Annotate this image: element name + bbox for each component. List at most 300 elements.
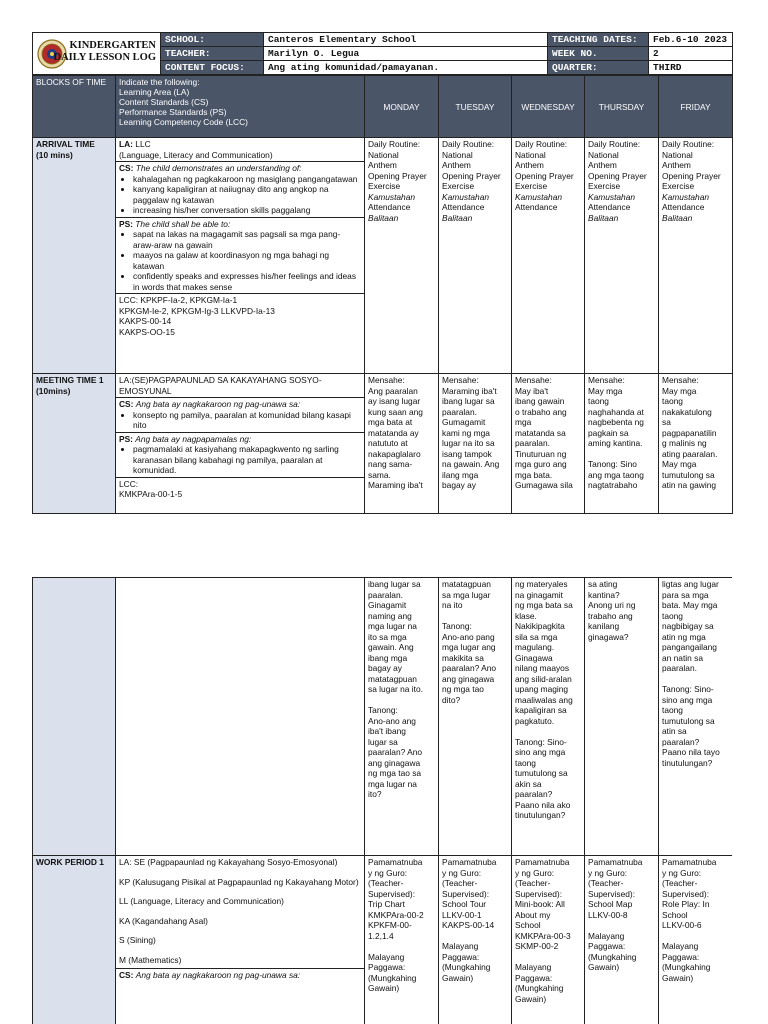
cs-intro: Ang bata ay nagkakaroon ng pag-unawa sa: bbox=[135, 970, 301, 980]
cell-line: kapaligiran sa bbox=[515, 705, 567, 715]
header-table bbox=[32, 32, 733, 75]
routine-line: Opening Prayer bbox=[368, 170, 427, 181]
routine-line: National bbox=[588, 149, 619, 160]
cell-line: nang sama- bbox=[368, 459, 413, 469]
cell-line: May iba't bbox=[515, 385, 549, 396]
cell-line: naming ang bbox=[368, 610, 412, 621]
cell-line: paaralan? bbox=[662, 736, 700, 747]
cell-line: sila sa mga bbox=[515, 631, 558, 642]
arrival-time-row bbox=[33, 138, 733, 374]
cell-line: Paggawa: bbox=[442, 951, 480, 962]
cell-line: ating paaralan. bbox=[662, 448, 718, 459]
routine-line: Balitaan bbox=[662, 212, 693, 223]
list-item: • confidently speaks and expresses his/her feelings and ideas in words that makes sense bbox=[133, 271, 361, 292]
cell-line: Ano-ano ang bbox=[368, 715, 416, 726]
cell-line: tumutulong sa bbox=[515, 768, 568, 778]
cont-friday bbox=[659, 578, 733, 856]
routine-line: Daily Routine: bbox=[662, 139, 715, 149]
routine-line: National bbox=[368, 149, 399, 160]
cell-line: taong bbox=[588, 396, 609, 406]
cell-line: Trip Chart bbox=[368, 899, 405, 909]
learning-area bbox=[116, 138, 364, 162]
cell-line: nagtatrabaho bbox=[588, 480, 638, 490]
cell-line: kung saan ang bbox=[368, 406, 423, 417]
cell-line: (Teacher- bbox=[662, 878, 698, 888]
cell-line: sa mga lugar bbox=[442, 589, 491, 600]
cell-line bbox=[662, 931, 729, 942]
cell-line: LLKV-00-6 bbox=[662, 920, 702, 930]
la-line: EMOSYUNAL bbox=[119, 385, 172, 396]
content-standards bbox=[116, 968, 364, 982]
cell-line: ligtas ang lugar bbox=[662, 579, 719, 589]
cell-line: Mensahe: bbox=[662, 375, 699, 385]
arrival-standards bbox=[116, 138, 365, 374]
quarter-value: THIRD bbox=[649, 61, 733, 75]
indicate-line: Performance Standards (PS) bbox=[119, 107, 227, 117]
tuesday-header: TUESDAY bbox=[439, 76, 512, 138]
cell-line: upang maging bbox=[515, 684, 569, 694]
routine-line: Anthem bbox=[588, 160, 617, 170]
cell-line: kami ng mga bbox=[442, 427, 490, 438]
cell-line: taong bbox=[662, 610, 683, 621]
routine-line: Balitaan bbox=[588, 212, 619, 223]
cell-line: SKMP-00-2 bbox=[515, 941, 559, 951]
cell-line: mga bata at bbox=[368, 417, 413, 427]
cell-line: matatagpuan bbox=[368, 673, 417, 684]
cell-line: nakakatulong bbox=[662, 406, 712, 417]
cell-line: y ng Guro: bbox=[662, 867, 702, 878]
cell-line: iba't ibang bbox=[368, 726, 406, 736]
lesson-grid-page-2 bbox=[32, 577, 732, 1024]
routine-line: Daily Routine: bbox=[368, 139, 421, 149]
arrival-tuesday bbox=[439, 138, 512, 374]
cell-line: mga bbox=[515, 417, 532, 427]
cell-line: na ito bbox=[442, 600, 463, 610]
friday-header: FRIDAY bbox=[659, 76, 733, 138]
area-line: M (Mathematics) bbox=[119, 954, 182, 965]
cell-line: Tanong: Sino- bbox=[662, 684, 714, 694]
cell-line: y ng Guro: bbox=[368, 867, 408, 878]
cell-line: ng mga tao bbox=[442, 684, 484, 694]
empty-block-cell bbox=[33, 578, 116, 856]
routine-line: Exercise bbox=[662, 181, 695, 191]
cell-line bbox=[368, 695, 435, 706]
cell-line: Mensahe: bbox=[442, 375, 479, 385]
teaching-dates-label: TEACHING DATES: bbox=[548, 33, 649, 47]
cell-line: mga guro ang bbox=[515, 459, 567, 469]
cell-line bbox=[588, 449, 655, 460]
cell-line: ang ginagawa bbox=[442, 673, 495, 684]
list-item: • konsepto ng pamilya, paaralan at komunidad bilang kasapi nito bbox=[133, 410, 361, 431]
teaching-dates-value: Feb.6-10 2023 bbox=[649, 33, 733, 47]
cell-line: Gawain) bbox=[368, 983, 400, 993]
list-item: • pagmamalaki at kasiyahang makapagkwento ng sarling karanasan bilang kabahagi ng pamilya, paaralan at komunidad. bbox=[133, 444, 361, 476]
routine-line: Opening Prayer bbox=[515, 170, 574, 181]
cell-line: bagay ay bbox=[442, 480, 476, 490]
cell-line: ng materyales bbox=[515, 579, 568, 589]
cell-line: Pamamatnuba bbox=[588, 857, 643, 867]
cell-line: Role Play: In bbox=[662, 899, 710, 909]
cell-line: y ng Guro: bbox=[588, 867, 628, 878]
cell-line: mga bata. bbox=[515, 469, 553, 480]
competency-codes bbox=[116, 294, 364, 338]
cell-line: Supervised): bbox=[515, 888, 563, 899]
routine-line: Exercise bbox=[442, 181, 475, 191]
cell-line: Tanong: Sino- bbox=[515, 736, 567, 747]
indicate-line: Learning Area (LA) bbox=[119, 87, 190, 97]
cell-line: matatagpuan bbox=[442, 579, 491, 589]
cell-line: pangangailang bbox=[662, 642, 717, 652]
cs-label: CS: bbox=[119, 970, 134, 980]
cell-line: o trabaho ang bbox=[515, 406, 567, 417]
cell-line: maaliwalas ang bbox=[515, 694, 573, 705]
la-label: LA: bbox=[119, 139, 133, 149]
cell-line: nagbebenta ng bbox=[588, 417, 644, 427]
cell-line: matatanda ay bbox=[368, 427, 419, 438]
meeting-time-row bbox=[33, 374, 733, 514]
cell-line bbox=[662, 674, 729, 685]
competency-codes bbox=[116, 478, 364, 501]
cell-line: tinutulungan? bbox=[662, 757, 713, 768]
routine-line: Attendance bbox=[588, 202, 631, 212]
cell-line: mga lugar na bbox=[368, 778, 417, 789]
cell-line: Pamamatnuba bbox=[515, 857, 570, 867]
arrival-wednesday bbox=[512, 138, 585, 374]
cell-line: isang tampok bbox=[442, 448, 492, 459]
cell-line: Tanong: Sino bbox=[588, 459, 637, 469]
area-line: S (Sining) bbox=[119, 935, 156, 945]
cell-line: ilang mga bbox=[442, 469, 479, 480]
cell-line: taong bbox=[515, 757, 536, 768]
content-focus-value: Ang ating komunidad/pamayanan. bbox=[264, 61, 548, 75]
meeting-monday bbox=[365, 374, 439, 514]
cell-line: School bbox=[662, 909, 688, 920]
la-full: (Language, Literacy and Communication) bbox=[119, 149, 273, 160]
thursday-header: THURSDAY bbox=[585, 76, 659, 138]
cell-line: bata. May mga bbox=[662, 600, 718, 610]
arrival-time-label bbox=[33, 138, 116, 374]
cell-line: Paggawa: bbox=[662, 951, 700, 962]
lcc-line: KAKPS-00-14 bbox=[119, 316, 172, 326]
cell-line: School Map bbox=[588, 899, 633, 909]
cell-line: Supervised): bbox=[442, 888, 490, 899]
cont-tuesday bbox=[439, 578, 512, 856]
indicate-line: Learning Competency Code (LCC) bbox=[119, 117, 248, 127]
cell-line: Ano-ano pang bbox=[442, 631, 495, 642]
cell-line: Malayang bbox=[662, 941, 699, 951]
lcc-line: KPKGM-Ie-2, KPKGM-Ig-3 LLKVPD-Ia-13 bbox=[119, 305, 275, 316]
cell-line: ng mga bata sa bbox=[515, 600, 573, 610]
cell-line bbox=[442, 931, 508, 942]
cell-line: pagkain sa bbox=[588, 427, 629, 438]
cell-line: pagpapanatilin bbox=[662, 427, 717, 438]
cell-line: aming kantina. bbox=[588, 438, 643, 448]
block-duration: (10mins) bbox=[36, 385, 71, 396]
meeting-tuesday bbox=[439, 374, 512, 514]
content-standards bbox=[116, 398, 364, 433]
cell-line: ito? bbox=[368, 789, 382, 799]
cell-line: dito? bbox=[442, 694, 461, 705]
cell-line: kanilang bbox=[588, 621, 620, 631]
cell-line: Mensahe: bbox=[368, 375, 405, 385]
block-name: MEETING TIME 1 bbox=[36, 375, 104, 385]
cell-line: Gawain) bbox=[515, 993, 547, 1004]
cell-line: Tinuturuan ng bbox=[515, 448, 567, 459]
ps-label: PS: bbox=[119, 433, 133, 444]
cell-line: School Tour bbox=[442, 899, 487, 909]
quarter-label: QUARTER: bbox=[548, 61, 649, 75]
cell-line: trabaho ang bbox=[588, 610, 633, 621]
cell-line: tumutulong sa bbox=[662, 715, 715, 726]
indicate-header bbox=[116, 76, 365, 138]
work-period-label: WORK PERIOD 1 bbox=[33, 856, 116, 1024]
work-period-row bbox=[33, 856, 733, 1024]
cell-line: Malayang bbox=[515, 962, 552, 972]
cell-line: pagkatuto. bbox=[515, 715, 555, 726]
work-tuesday bbox=[439, 856, 512, 1024]
routine-line: Exercise bbox=[368, 181, 401, 191]
cell-line: (Teacher- bbox=[368, 878, 404, 888]
cs-label: CS: bbox=[119, 399, 134, 409]
cell-line: taong bbox=[662, 396, 683, 406]
teacher-label: TEACHER: bbox=[161, 47, 264, 61]
area-line: KA (Kagandahang Asal) bbox=[119, 915, 208, 926]
list-item: • kanyang kapaligiran at naiiugnay dito ang angkop na paggalaw ng katawan bbox=[133, 184, 361, 205]
monday-header: MONDAY bbox=[365, 76, 439, 138]
cell-line: akin sa bbox=[515, 778, 542, 789]
lcc-line: LCC: KPKPF-Ia-2, KPKGM-Ia-1 bbox=[119, 295, 238, 305]
arrival-friday bbox=[659, 138, 733, 374]
teacher-value: Marilyn O. Legua bbox=[264, 47, 548, 61]
cell-line: (Teacher- bbox=[588, 878, 624, 888]
cell-line: atin sa bbox=[662, 726, 687, 736]
meeting-standards bbox=[116, 374, 365, 514]
cell-line: an natin sa bbox=[662, 652, 703, 663]
learning-areas bbox=[116, 856, 364, 968]
indicate-line: Indicate the following: bbox=[119, 77, 200, 87]
week-value: 2 bbox=[649, 47, 733, 61]
cell-line: lugar na ito sa bbox=[442, 438, 495, 448]
cell-line: g malinis ng bbox=[662, 438, 707, 448]
cell-line: paaralan? Ano bbox=[442, 663, 497, 673]
cell-line: About my bbox=[515, 909, 551, 920]
cont-wednesday bbox=[512, 578, 585, 856]
routine-line: Opening Prayer bbox=[442, 170, 501, 181]
cell-line: ang ginagawa bbox=[368, 757, 421, 768]
routine-line: Attendance bbox=[515, 202, 558, 212]
routine-line: Anthem bbox=[662, 160, 691, 170]
cont-thursday bbox=[585, 578, 659, 856]
routine-line: Kamustahan bbox=[588, 191, 636, 202]
cell-line: Supervised): bbox=[588, 888, 636, 899]
meeting-continued-row bbox=[33, 578, 733, 856]
cell-line: Pamamatnuba bbox=[442, 857, 497, 867]
block-duration: (10 mins) bbox=[36, 149, 73, 160]
meeting-thursday bbox=[585, 374, 659, 514]
cell-line bbox=[515, 726, 581, 737]
cell-line: Gumagamit bbox=[442, 417, 486, 427]
cell-line: ibang lugar sa bbox=[442, 396, 495, 406]
cell-line: Mensahe: bbox=[515, 375, 552, 385]
routine-line: Anthem bbox=[515, 160, 544, 170]
cell-line: KAKPS-00-14 bbox=[442, 920, 495, 930]
cell-line: sama. bbox=[368, 469, 391, 480]
brand-cell bbox=[33, 33, 161, 75]
meeting-wednesday bbox=[512, 374, 585, 514]
cell-line: bagay ay bbox=[368, 663, 402, 673]
cell-line: y ng Guro: bbox=[515, 867, 555, 878]
cell-line: Supervised): bbox=[368, 888, 416, 899]
cs-intro: The child demonstrates an understanding of: bbox=[135, 163, 302, 173]
cell-line: Tanong: bbox=[368, 705, 398, 715]
cell-line: naghahanda at bbox=[588, 406, 644, 417]
cell-line: KPKFM-00- bbox=[368, 920, 412, 930]
cell-line bbox=[588, 920, 655, 931]
cell-line: (Mungkahing bbox=[662, 962, 711, 972]
block-name: ARRIVAL TIME bbox=[36, 139, 95, 149]
cell-line: Ginagawa bbox=[515, 652, 553, 663]
cell-line: Gawain) bbox=[662, 972, 694, 983]
cell-line: Supervised): bbox=[662, 888, 710, 899]
meeting-friday bbox=[659, 374, 733, 514]
brand-title: KINDERGARTEN bbox=[69, 39, 156, 51]
cell-line: Anong uri ng bbox=[588, 600, 636, 610]
performance-standards bbox=[116, 433, 364, 478]
content-focus-label: CONTENT FOCUS: bbox=[161, 61, 264, 75]
cell-line: Mensahe: bbox=[588, 375, 625, 385]
routine-line: Opening Prayer bbox=[588, 170, 647, 181]
empty-standards-cell bbox=[116, 578, 365, 856]
routine-line: National bbox=[515, 149, 546, 160]
cell-line: nilang maayos bbox=[515, 663, 570, 673]
area-line: LL (Language, Literacy and Communication) bbox=[119, 896, 284, 906]
cell-line: LLKV-00-8 bbox=[588, 909, 628, 920]
cell-line: gawain. Ang bbox=[368, 642, 414, 652]
area-line: KP (Kalusugang Pisikal at Pagpapaunlad ng Kakayahang Motor) bbox=[119, 876, 359, 887]
cell-line: para sa mga bbox=[662, 589, 709, 600]
work-standards bbox=[116, 856, 365, 1024]
cell-line: y ng Guro: bbox=[442, 867, 482, 878]
work-friday bbox=[659, 856, 733, 1024]
cell-line: atin na gawing bbox=[662, 480, 717, 490]
cell-line bbox=[442, 611, 508, 622]
lcc-line: KMKPAra-00-1-5 bbox=[119, 489, 183, 499]
routine-line: National bbox=[662, 149, 693, 160]
cell-line: ang mga taong bbox=[588, 469, 644, 480]
list-item: • maayos na galaw at koordinasyon ng mga bahagi ng katawan bbox=[133, 250, 361, 271]
routine-line: Daily Routine: bbox=[515, 139, 568, 149]
cell-line: Gawain) bbox=[442, 972, 474, 983]
cell-line: Ang paaralan bbox=[368, 385, 418, 396]
cell-line: 1.2,1.4 bbox=[368, 930, 394, 941]
cell-line: paaralan. bbox=[515, 438, 550, 448]
cell-line: tumutulong sa bbox=[662, 469, 715, 480]
cell-line bbox=[368, 941, 435, 952]
cell-line: tinutulungan? bbox=[515, 810, 566, 820]
cell-line: mga lugar na bbox=[368, 621, 417, 631]
routine-line: Kamustahan bbox=[515, 191, 563, 202]
work-monday bbox=[365, 856, 439, 1024]
routine-line: Exercise bbox=[515, 181, 548, 191]
cell-line: sa bbox=[662, 417, 671, 427]
school-value: Canteros Elementary School bbox=[264, 33, 548, 47]
cell-line: taong bbox=[662, 705, 683, 715]
cell-line: LLKV-00-1 bbox=[442, 909, 482, 920]
cell-line: matatanda sa bbox=[515, 427, 566, 438]
work-wednesday bbox=[512, 856, 585, 1024]
cell-line: Gawain) bbox=[588, 962, 620, 972]
indicate-line: Content Standards (CS) bbox=[119, 97, 209, 107]
cell-line bbox=[515, 952, 581, 963]
routine-line: Balitaan bbox=[368, 212, 399, 223]
cell-line: Gumagawa sila bbox=[515, 480, 573, 490]
cell-line: ito sa mga bbox=[368, 631, 407, 642]
routine-line: Opening Prayer bbox=[662, 170, 721, 181]
cell-line: Paano nila ako bbox=[515, 799, 571, 810]
routine-line: Attendance bbox=[442, 202, 485, 212]
routine-line: Kamustahan bbox=[368, 191, 416, 202]
performance-standards bbox=[116, 218, 364, 295]
cell-line: sino ang mga bbox=[515, 747, 566, 757]
cell-line: nakapaglalaro bbox=[368, 448, 421, 459]
cell-line: kantina? bbox=[588, 589, 620, 600]
cell-line: May mga bbox=[662, 459, 697, 469]
meeting-time-label bbox=[33, 374, 116, 514]
cell-line: (Teacher- bbox=[515, 878, 551, 888]
la-line: LA:(SE)PAGPAPAUNLAD SA KAKAYAHANG SOSYO- bbox=[119, 375, 322, 385]
lesson-log-page-2 bbox=[32, 577, 732, 1024]
cell-line: ginagawa? bbox=[588, 631, 629, 642]
cell-line: Malayang bbox=[588, 930, 625, 941]
ps-intro: Ang bata ay nagpapamalas ng: bbox=[135, 433, 252, 444]
cell-line: (Teacher- bbox=[442, 878, 478, 888]
routine-line: National bbox=[442, 149, 473, 160]
week-label: WEEK NO. bbox=[548, 47, 649, 61]
cell-line: atin ng mga bbox=[662, 631, 706, 642]
area-line: LA: SE (Pagpapaunlad ng Kakayahang Sosyo-Emosyonal) bbox=[119, 857, 338, 867]
cell-line: mga lugar ang bbox=[442, 642, 496, 652]
cell-line: Ginagamit bbox=[368, 600, 407, 610]
cell-line: Paano nila tayo bbox=[662, 747, 720, 757]
cell-line: paaralan. bbox=[442, 406, 477, 417]
brand-subtitle: DAILY LESSON LOG bbox=[53, 51, 156, 63]
la-value: LLC bbox=[135, 139, 151, 149]
routine-line: Attendance bbox=[662, 202, 705, 212]
cell-line: paaralan? Ano bbox=[368, 747, 423, 757]
cell-line: May mga bbox=[588, 385, 623, 396]
cell-line: paaralan? bbox=[515, 789, 553, 799]
cell-line: (Mungkahing bbox=[515, 983, 564, 993]
cell-line: ibang gawain bbox=[515, 396, 565, 406]
routine-line: Daily Routine: bbox=[442, 139, 495, 149]
cell-line: Maraming iba't bbox=[442, 385, 497, 396]
cell-line: na ginagamit bbox=[515, 589, 563, 600]
cell-line: natututo at bbox=[368, 438, 408, 448]
list-item: • kahalagahan ng pagkakaroon ng masiglang pangangatawan bbox=[133, 174, 361, 185]
routine-line: Exercise bbox=[588, 181, 621, 191]
ps-intro: The child shall be able to: bbox=[135, 218, 231, 229]
arrival-thursday bbox=[585, 138, 659, 374]
routine-line: Balitaan bbox=[442, 212, 473, 223]
school-label: SCHOOL: bbox=[161, 33, 264, 47]
cell-line: nagbibigay sa bbox=[662, 621, 714, 631]
learning-area bbox=[116, 374, 364, 398]
cell-line: May mga bbox=[662, 385, 697, 396]
cell-line: sino ang mga bbox=[662, 694, 713, 705]
cell-line: Mini-book: All bbox=[515, 899, 565, 909]
cell-line: makikita sa bbox=[442, 652, 484, 663]
cell-line: Pamamatnuba bbox=[368, 857, 423, 867]
